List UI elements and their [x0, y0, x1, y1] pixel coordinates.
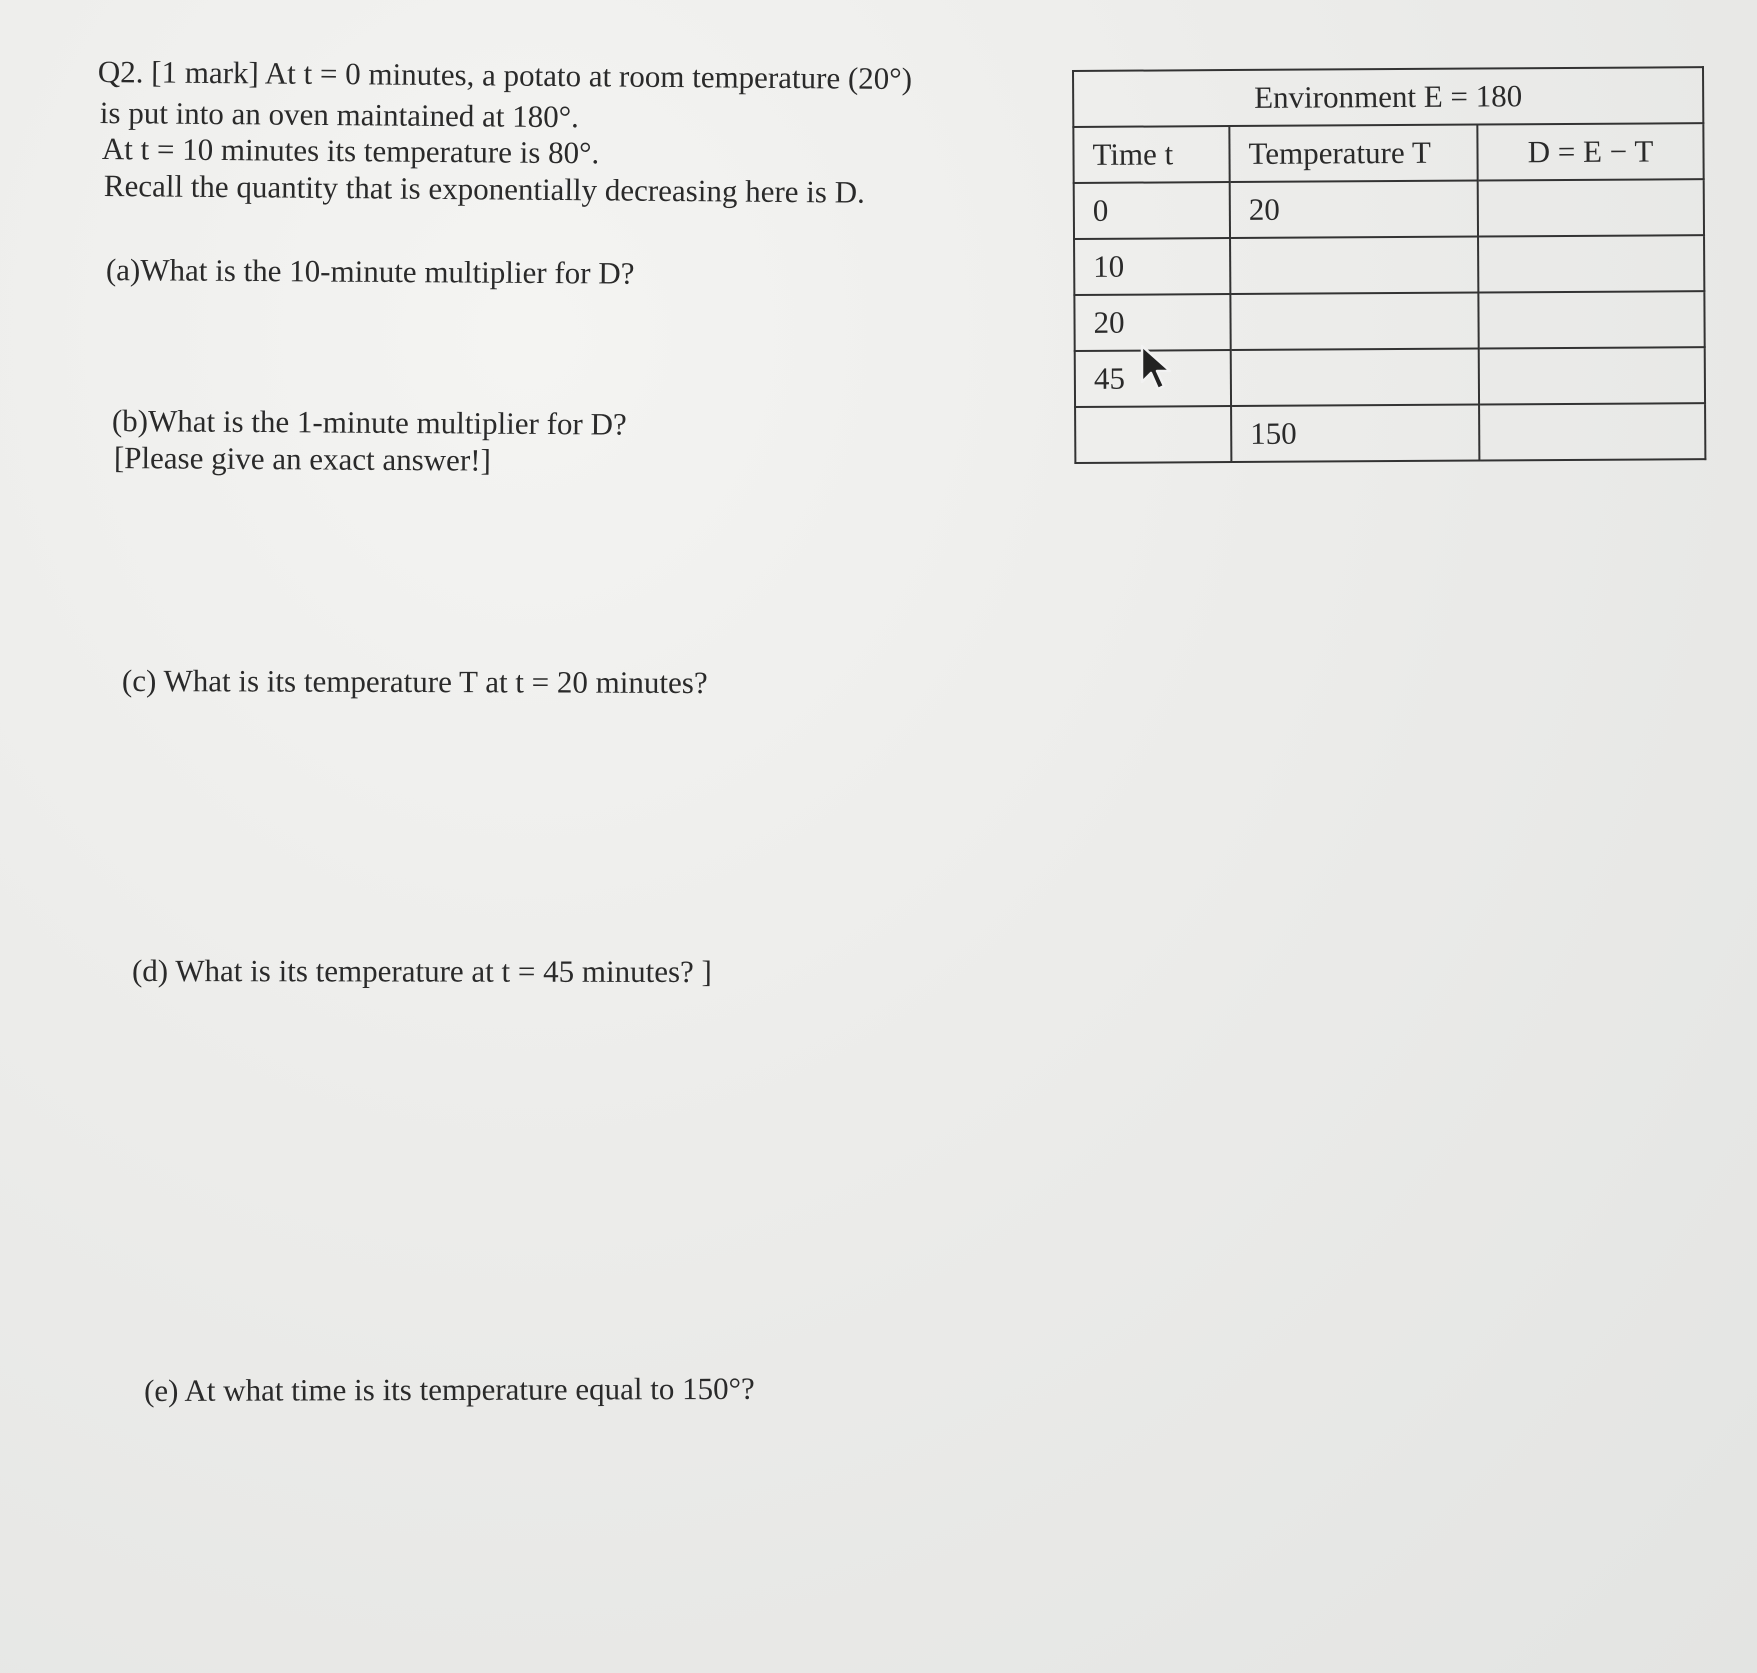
part-c-question: (c) What is its temperature T at t = 20 minutes?	[121, 663, 708, 701]
column-header-difference: D = E − T	[1477, 123, 1703, 180]
newton-cooling-table	[1072, 66, 1706, 464]
environment-header: Environment E = 180	[1073, 67, 1703, 127]
table-row	[1074, 179, 1704, 239]
temperature-cell	[1230, 293, 1478, 351]
difference-cell	[1478, 291, 1704, 348]
time-cell	[1075, 406, 1231, 463]
table-row	[1074, 235, 1704, 295]
time-cell: 0	[1074, 182, 1230, 239]
table-row	[1075, 403, 1705, 463]
mouse-pointer-icon	[1140, 344, 1174, 392]
temperature-cell	[1231, 349, 1479, 407]
question-intro-line-2: is put into an oven maintained at 180°.	[99, 95, 580, 135]
difference-cell	[1478, 179, 1704, 236]
difference-cell	[1479, 347, 1705, 404]
temperature-cell	[1230, 237, 1478, 295]
column-header-temperature: Temperature T	[1229, 125, 1477, 183]
difference-cell	[1479, 403, 1705, 460]
question-intro-line-4: Recall the quantity that is exponentially decreasing here is D.	[103, 168, 865, 210]
table-row	[1074, 291, 1704, 351]
difference-cell	[1478, 235, 1704, 292]
temperature-cell: 150	[1231, 405, 1479, 463]
question-intro-line-1: Q2. [1 mark] At t = 0 minutes, a potato at room temperature (20°)	[97, 54, 913, 97]
part-d-question: (d) What is its temperature at t = 45 minutes? ]	[131, 953, 712, 990]
time-cell: 20	[1074, 294, 1230, 351]
column-header-row	[1073, 123, 1703, 183]
environment-header-row	[1073, 67, 1703, 127]
part-b-question: (b)What is the 1-minute multiplier for D?	[111, 403, 627, 442]
part-b-note: [Please give an exact answer!]	[113, 440, 491, 478]
temperature-cell: 20	[1230, 181, 1478, 239]
column-header-time: Time t	[1073, 126, 1229, 183]
time-cell: 10	[1074, 238, 1230, 295]
question-intro-line-3: At t = 10 minutes its temperature is 80°.	[101, 131, 600, 171]
time-cell: 45	[1075, 350, 1231, 407]
part-e-question: (e) At what time is its temperature equal to 150°?	[143, 1370, 755, 1408]
part-a-question: (a)What is the 10-minute multiplier for D?	[105, 252, 635, 291]
